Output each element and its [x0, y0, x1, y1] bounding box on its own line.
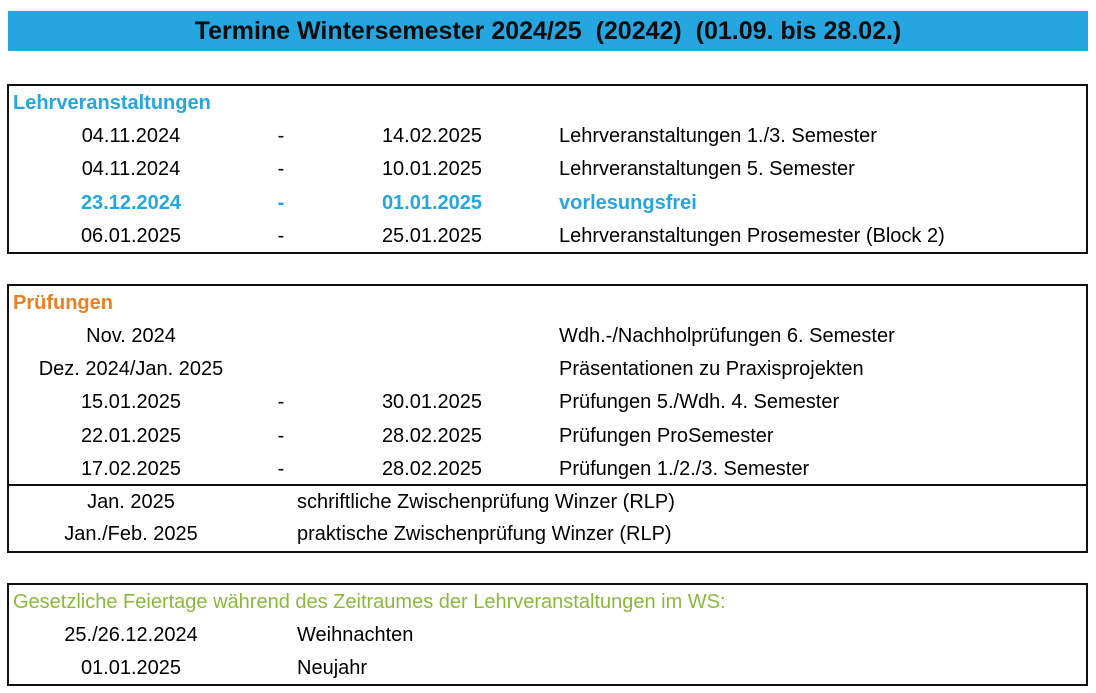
- row-description: Lehrveranstaltungen 1./3. Semester: [559, 125, 877, 147]
- date-to: 30.01.2025: [381, 391, 483, 413]
- table-row: [9, 153, 1086, 186]
- table-row: [9, 619, 1086, 652]
- date-from: 04.11.2024: [81, 125, 181, 147]
- row-description: vorlesungsfrei: [559, 192, 697, 214]
- lehrveranstaltungen-section: [7, 84, 1088, 254]
- pruefungen-heading: Prüfungen: [13, 292, 113, 314]
- row-description: Weihnachten: [297, 624, 414, 646]
- date-to: 14.02.2025: [381, 125, 483, 147]
- date-to: 28.02.2025: [381, 458, 483, 480]
- date-separator: -: [277, 425, 285, 447]
- row-description: Prüfungen 5./Wdh. 4. Semester: [559, 391, 840, 413]
- table-row-highlight: [9, 187, 1086, 220]
- feiertage-heading: Gesetzliche Feiertage während des Zeitraumes der Lehrveranstaltungen im WS:: [13, 591, 726, 613]
- table-row: [9, 518, 1086, 551]
- lehrveranstaltungen-heading: Lehrveranstaltungen: [13, 92, 211, 114]
- date-from: Jan./Feb. 2025: [64, 523, 198, 545]
- row-description: Präsentationen zu Praxisprojekten: [559, 358, 864, 380]
- row-description: Wdh.-/Nachholprüfungen 6. Semester: [559, 325, 895, 347]
- table-row: [9, 420, 1086, 453]
- row-description: Lehrveranstaltungen 5. Semester: [559, 158, 855, 180]
- date-from: 15.01.2025: [80, 391, 182, 413]
- date-from: 17.02.2025: [80, 458, 182, 480]
- date-separator: -: [277, 458, 285, 480]
- date-from: 22.01.2025: [80, 425, 182, 447]
- date-separator: -: [277, 225, 285, 247]
- date-from: 06.01.2025: [80, 225, 182, 247]
- table-row: [9, 453, 1086, 486]
- date-from: Dez. 2024/Jan. 2025: [38, 358, 224, 380]
- row-description: Neujahr: [297, 657, 368, 679]
- date-separator: -: [277, 391, 285, 413]
- page-title: Termine Wintersemester 2024/25 (20242) (01.09. bis 28.02.): [8, 11, 1088, 51]
- table-row: [9, 320, 1086, 353]
- row-description: praktische Zwischenprüfung Winzer (RLP): [297, 523, 672, 545]
- row-description: Prüfungen 1./2./3. Semester: [559, 458, 810, 480]
- date-to: 25.01.2025: [381, 225, 483, 247]
- table-row: [9, 353, 1086, 386]
- date-from: 04.11.2024: [81, 158, 181, 180]
- date-to: 10.01.2025: [381, 158, 483, 180]
- date-separator: -: [277, 192, 285, 214]
- date-to: 01.01.2025: [381, 192, 483, 214]
- pruefungen-section: [7, 284, 1088, 553]
- row-description: Lehrveranstaltungen Prosemester (Block 2): [559, 225, 945, 247]
- date-from: Jan. 2025: [87, 491, 175, 513]
- row-description: Prüfungen ProSemester: [559, 425, 774, 447]
- table-row: [9, 220, 1086, 253]
- table-row: [9, 486, 1086, 519]
- date-to: 28.02.2025: [381, 425, 483, 447]
- date-from: 01.01.2025: [80, 657, 182, 679]
- feiertage-section: [7, 583, 1088, 686]
- table-row: [9, 652, 1086, 685]
- date-separator: -: [277, 125, 285, 147]
- date-separator: -: [277, 158, 285, 180]
- table-row: [9, 120, 1086, 153]
- table-row: [9, 386, 1086, 419]
- date-from: 23.12.2024: [80, 192, 182, 214]
- row-description: schriftliche Zwischenprüfung Winzer (RLP): [297, 491, 675, 513]
- date-from: Nov. 2024: [86, 325, 176, 347]
- date-from: 25./26.12.2024: [64, 624, 198, 646]
